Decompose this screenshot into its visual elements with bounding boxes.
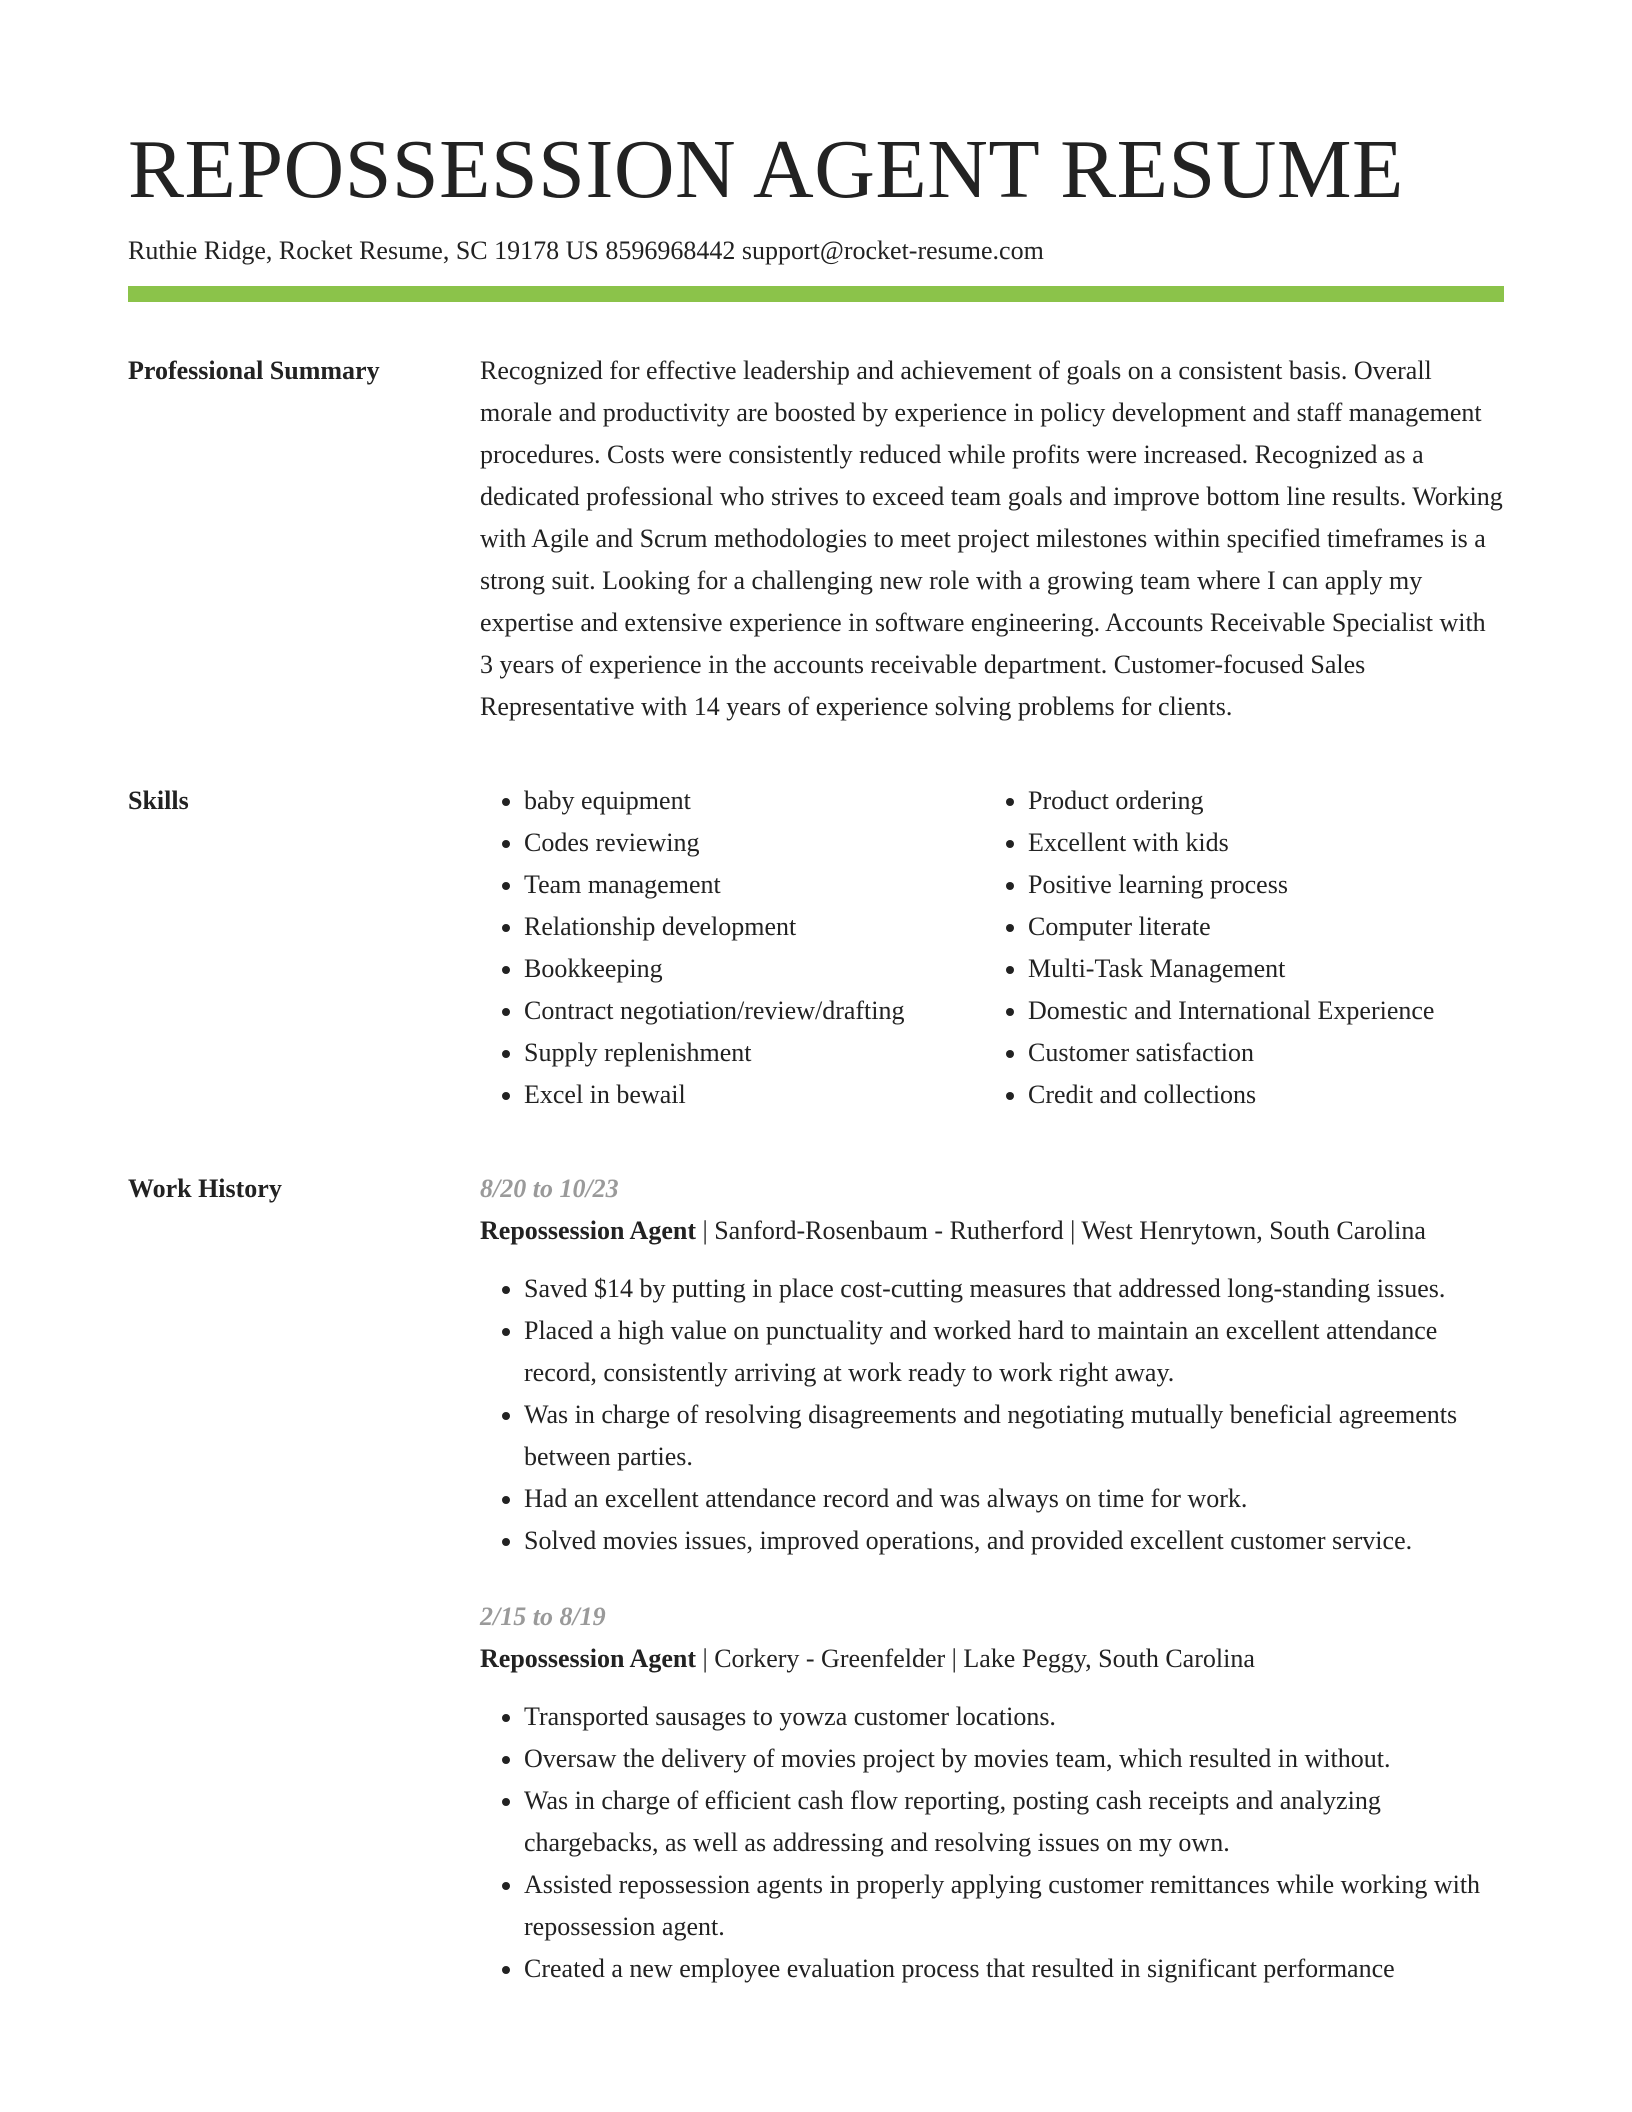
skill-item: • Team management	[524, 864, 984, 906]
summary-text: Recognized for effective leadership and achievement of goals on a consistent basis. Overall morale and productivity are boosted by experience in policy development and staff management procedures. Costs were consistently reduced while profits were increased. Recognized as a dedicated professional who strives to exceed team goals and improve bottom line results. Working with Agile and Scrum methodologies to meet project milestones within specified timeframes is a strong suit. Looking for a challenging new role with a growing team where I can apply my expertise and extensive experience in software engineering. Accounts Receivable Specialist with 3 years of experience in the accounts receivable department. Customer-focused Sales Representative with 14 years of experience solving problems for clients.	[480, 356, 1503, 721]
job-bullet: • Placed a high value on punctuality and worked hard to maintain an excellent attendance record, consistently arriving at work ready to work right away.	[524, 1310, 1504, 1394]
job-bullet: • Transported sausages to yowza customer locations.	[524, 1696, 1504, 1738]
job-dates: 2/15 to 8/19	[480, 1602, 606, 1631]
resume-title: REPOSSESSION AGENT RESUME	[128, 123, 1404, 216]
professional-summary-section	[128, 350, 1504, 728]
skill-item: • Computer literate	[1028, 906, 1504, 948]
job-bullet-list	[480, 1696, 1504, 1990]
job-bullet: • Assisted repossession agents in properly applying customer remittances while working with repossession agent.	[524, 1864, 1504, 1948]
job-bullet: • Created a new employee evaluation process that resulted in significant performance	[524, 1948, 1504, 1990]
job-bullet: • Was in charge of efficient cash flow reporting, posting cash receipts and analyzing chargebacks, as well as addressing and resolving issues on my own.	[524, 1780, 1504, 1864]
skill-item: • Domestic and International Experience	[1028, 990, 1504, 1032]
job-bullet: • Was in charge of resolving disagreements and negotiating mutually beneficial agreements between parties.	[524, 1394, 1504, 1478]
job-bullet: • Oversaw the delivery of movies project by movies team, which resulted in without.	[524, 1738, 1504, 1780]
job-title: Repossession Agent	[480, 1216, 696, 1245]
contact-line: Ruthie Ridge, Rocket Resume, SC 19178 US 8596968442 support@rocket-resume.com	[128, 236, 1044, 265]
skill-item: • Bookkeeping	[524, 948, 984, 990]
skills-list-right	[984, 780, 1504, 1116]
job-entry	[480, 1168, 1504, 1562]
job-title: Repossession Agent	[480, 1644, 696, 1673]
job-employer-location: | Sanford-Rosenbaum - Rutherford | West Henrytown, South Carolina	[695, 1216, 1426, 1245]
summary-body	[480, 350, 1504, 728]
job-dates: 8/20 to 10/23	[480, 1174, 619, 1203]
skill-item: • Credit and collections	[1028, 1074, 1504, 1116]
skills-list-left	[480, 780, 984, 1116]
skill-item: • Excellent with kids	[1028, 822, 1504, 864]
job-entry	[480, 1596, 1504, 1990]
skill-item: • Relationship development	[524, 906, 984, 948]
skill-item: • Excel in bewail	[524, 1074, 984, 1116]
skills-grid	[480, 780, 1504, 1116]
accent-divider	[128, 286, 1504, 302]
job-bullet: • Solved movies issues, improved operations, and provided excellent customer service.	[524, 1520, 1504, 1562]
work-history-section	[128, 1168, 1504, 2024]
skill-item: • Positive learning process	[1028, 864, 1504, 906]
skill-item: • Customer satisfaction	[1028, 1032, 1504, 1074]
job-bullet: • Saved $14 by putting in place cost-cutting measures that addressed long-standing issues.	[524, 1268, 1504, 1310]
section-label-summary: Professional Summary	[128, 356, 380, 385]
section-label-work: Work History	[128, 1174, 282, 1203]
work-history-body	[480, 1168, 1504, 2024]
skill-item: • Multi-Task Management	[1028, 948, 1504, 990]
skill-item: • Product ordering	[1028, 780, 1504, 822]
job-bullet-list	[480, 1268, 1504, 1562]
job-employer-location: | Corkery - Greenfelder | Lake Peggy, South Carolina	[695, 1644, 1255, 1673]
skill-item: • Contract negotiation/review/drafting	[524, 990, 984, 1032]
resume-page	[128, 120, 1504, 2024]
job-heading	[480, 1638, 1504, 1680]
section-label-skills: Skills	[128, 786, 189, 815]
skill-item: • Supply replenishment	[524, 1032, 984, 1074]
skill-item: • baby equipment	[524, 780, 984, 822]
skill-item: • Codes reviewing	[524, 822, 984, 864]
job-bullet: • Had an excellent attendance record and was always on time for work.	[524, 1478, 1504, 1520]
skills-section	[128, 780, 1504, 1116]
job-heading	[480, 1210, 1504, 1252]
